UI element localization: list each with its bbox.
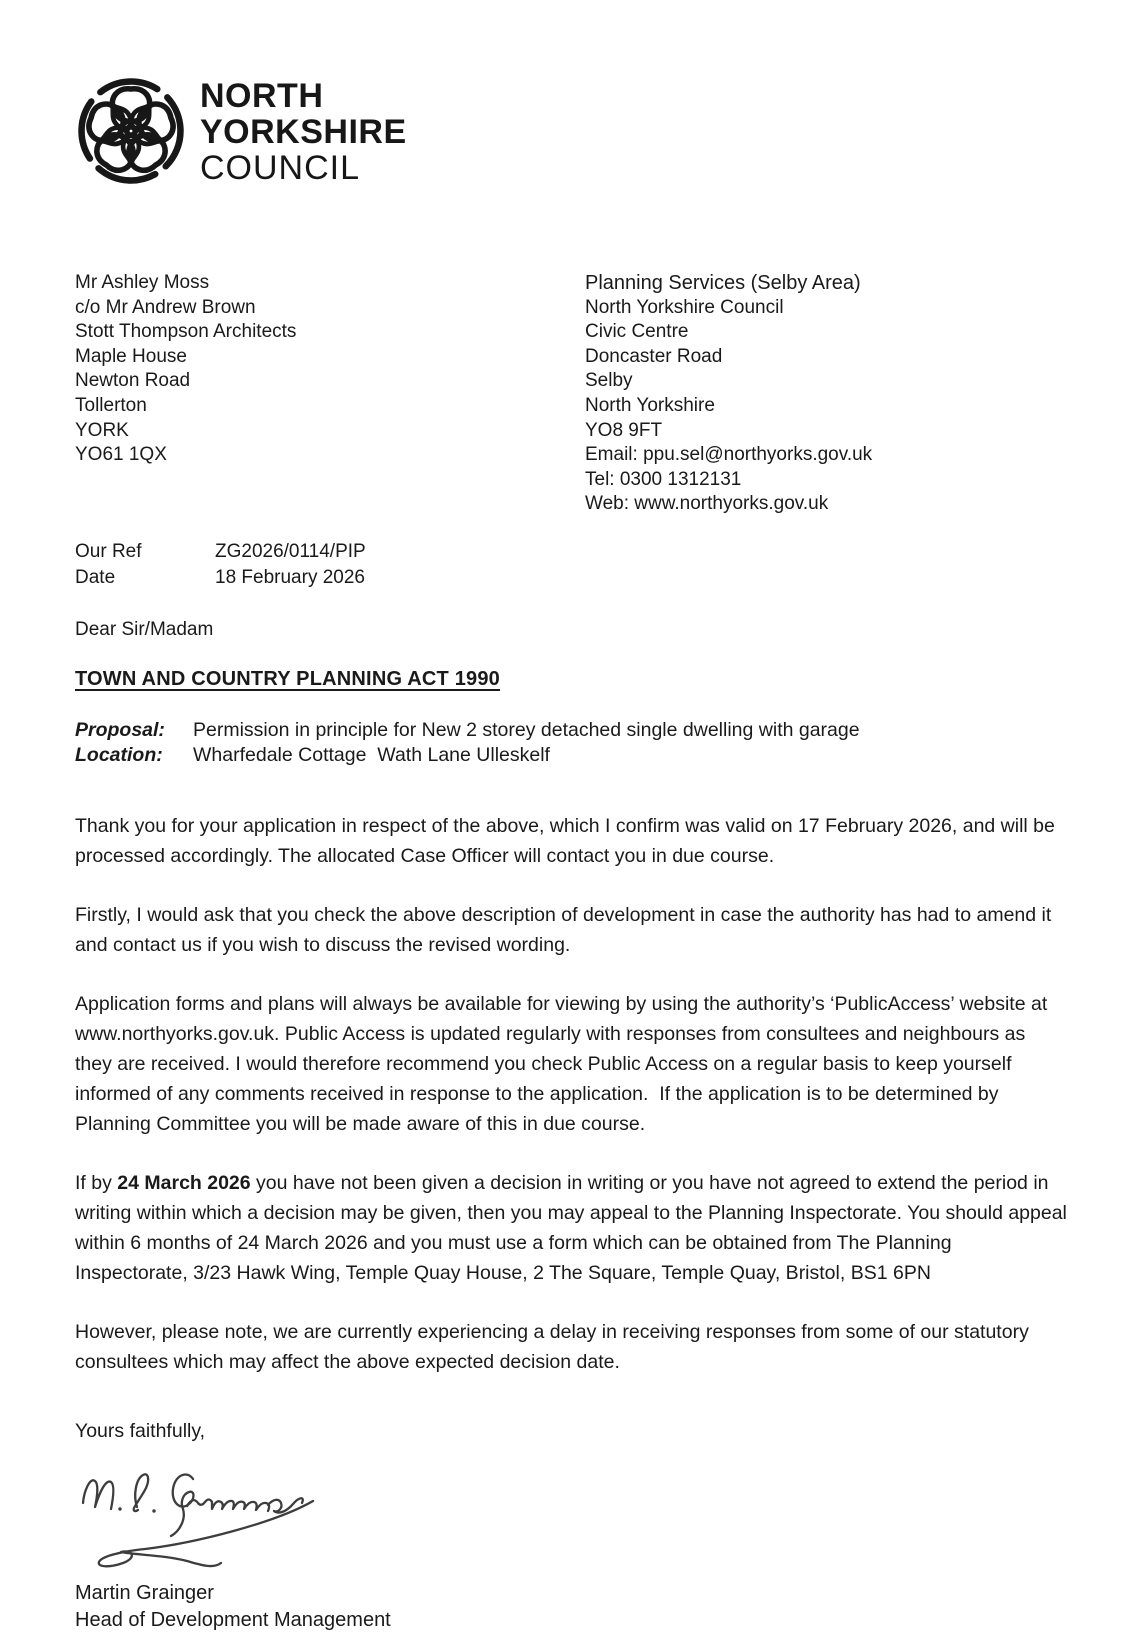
signatory-title: Head of Development Management <box>75 1609 391 1632</box>
address-line: Mr Ashley Moss <box>75 272 210 293</box>
appeal-rest: you have not been given a decision in writing or you have not agreed to extend the period in writing within which a decision may be given, then you may appeal to the Planning Inspectorate. You should appeal within 6 months of 24 March 2026 and you must use a form which can be obtained from The Planning Inspectorate, 3/23 Hawk Wing, Temple Quay House, 2 The Square, Temple Quay, Bristol, BS1 6PN <box>75 1171 1073 1284</box>
proposal-location-block <box>75 718 1062 769</box>
address-line-web: Web: www.northyorks.gov.uk <box>585 493 829 515</box>
handwritten-signature <box>75 1451 385 1573</box>
address-line: Maple House <box>75 345 187 367</box>
address-line: Tollerton <box>75 394 147 416</box>
proposal-row <box>75 718 1062 744</box>
reference-block <box>75 539 1062 591</box>
address-line: Stott Thompson Architects <box>75 321 297 343</box>
our-ref-label: Our Ref <box>75 540 142 562</box>
council-logo <box>75 75 1062 191</box>
act-heading: TOWN AND COUNTRY PLANNING ACT 1990 <box>75 667 500 690</box>
logo-text-council: COUNCIL <box>200 149 361 187</box>
address-line: YORK <box>75 419 129 441</box>
paragraph-delay-note: However, please note, we are currently experiencing a delay in receiving responses from some of our statutory consultees which may affect the above expected decision date. <box>75 1320 1035 1373</box>
paragraph-public-access: Application forms and plans will always be available for viewing by using the authority’s ‘PublicAccess’ website at www.northyorks.gov.uk. Public Access is updated regularly with responses from consultees and neighbours as they are received. I would therefore recommend you check Public Access on a regular basis to keep yourself informed of any comments received in response to the application. If the application is to be determined by Planning Committee you will be made aware of this in due course. <box>75 992 1053 1135</box>
recipient-address <box>75 271 585 517</box>
logo-text-yorkshire: YORKSHIRE <box>200 113 407 151</box>
address-line-email: Email: ppu.sel@northyorks.gov.uk <box>585 444 873 466</box>
address-line: Civic Centre <box>585 321 689 343</box>
yorkshire-rose-icon <box>75 75 187 187</box>
salutation: Dear Sir/Madam <box>75 618 214 640</box>
appeal-prefix: If by <box>75 1171 118 1194</box>
address-line: YO8 9FT <box>585 419 663 441</box>
paragraph-description: Firstly, I would ask that you check the above description of development in case the authority has had to amend it and contact us if you wish to discuss the revised wording. <box>75 903 1057 956</box>
date-row <box>75 565 1062 591</box>
proposal-value: Permission in principle for New 2 storey detached single dwelling with garage <box>193 718 860 741</box>
appeal-deadline-date: 24 March 2026 <box>117 1171 251 1194</box>
address-line: Planning Services (Selby Area) <box>585 272 861 294</box>
sender-address <box>585 271 1062 517</box>
location-row <box>75 743 1062 769</box>
valediction: Yours faithfully, <box>75 1419 206 1442</box>
address-line: North Yorkshire Council <box>585 296 784 318</box>
address-line: North Yorkshire <box>585 394 715 416</box>
proposal-label: Proposal: <box>75 718 165 741</box>
our-ref-value: ZG2026/0114/PIP <box>215 540 366 562</box>
address-line: Selby <box>585 370 633 392</box>
location-value: Wharfedale Cottage Wath Lane Ulleskelf <box>193 744 550 767</box>
address-line: c/o Mr Andrew Brown <box>75 296 256 318</box>
address-line-tel: Tel: 0300 1312131 <box>585 468 742 490</box>
date-value: 18 February 2026 <box>215 566 365 588</box>
logo-text-north: NORTH <box>200 77 324 115</box>
our-ref-row <box>75 539 1062 565</box>
address-line: Doncaster Road <box>585 345 723 367</box>
signatory-name: Martin Grainger <box>75 1581 214 1604</box>
address-block <box>75 271 1062 517</box>
address-line: YO61 1QX <box>75 444 167 466</box>
location-label: Location: <box>75 744 163 767</box>
paragraph-appeal <box>75 1168 1073 1288</box>
paragraph-validation: Thank you for your application in respect of the above, which I confirm was valid on 17 February 2026, and will be processed accordingly. The allocated Case Officer will contact you in due course. <box>75 814 1061 867</box>
logo-wordmark <box>200 75 407 186</box>
date-label: Date <box>75 566 116 588</box>
address-line: Newton Road <box>75 370 191 392</box>
